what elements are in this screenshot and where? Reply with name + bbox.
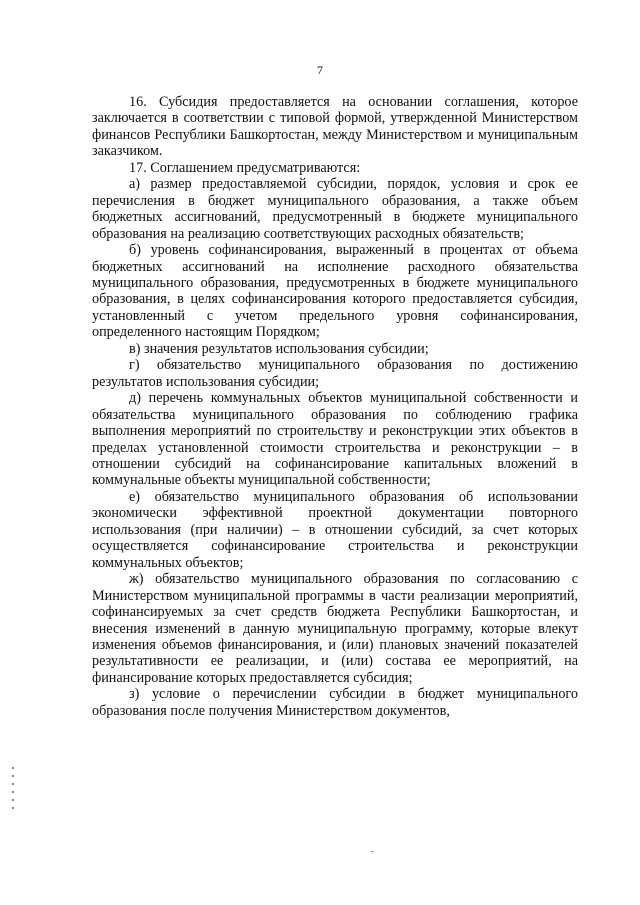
paragraph-item-zh: ж) обязательство муниципального образования по согласованию с Министерством муниципальной программы в части реализации мероприятий, софинансируемых за счет средств бюджета Республики Башкортостан, и внесения изменений в данную муниципальную программу, которые влекут изменения объемов финансирования, и (или) плановых значений показателей результативности ее реализации, и (или) состава ее мероприятий, на финансирование которых предоставляется субсидия; [92, 571, 578, 686]
paragraph-item-e: е) обязательство муниципального образования об использовании экономически эффективной проектной документации повторного использования (при наличии) – в отношении субсидий, за счет которых осуществляется софинансирование строительства и реконструкции коммунальных объектов; [92, 488, 578, 571]
paragraph-item-z: з) условие о перечислении субсидии в бюджет муниципального образования после получения Министерством документов, [92, 686, 578, 719]
paragraph-item-g: г) обязательство муниципального образования по достижению результатов использования субсидии; [92, 357, 578, 390]
margin-binding-marks [11, 767, 15, 817]
paragraph-item-a: а) размер предоставляемой субсидии, порядок, условия и срок ее перечисления в бюджет муниципального образования, а также объем бюджетных ассигнований, предусмотренный в бюджете муниципального образования на реализацию соответствующих расходных обязательств; [92, 176, 578, 242]
scan-speck [371, 851, 374, 852]
document-body [92, 94, 578, 719]
paragraph-item-b: б) уровень софинансирования, выраженный в процентах от объема бюджетных ассигнований на исполнение расходного обязательства муниципального образования, предусмотренных в бюджете муниципального образования, в целях софинансирования которого предоставляется субсидия, установленный с учетом предельного уровня софинансирования, определенного настоящим Порядком; [92, 242, 578, 341]
page-number: 7 [317, 63, 323, 77]
paragraph-17: 17. Соглашением предусматриваются: [129, 159, 361, 176]
paragraph-item-v: в) значения результатов использования субсидии; [129, 340, 429, 357]
paragraph-16: 16. Субсидия предоставляется на основании соглашения, которое заключается в соответствии с типовой формой, утвержденной Министерством финансов Республики Башкортостан, между Министерством и муниципальным заказчиком. [92, 94, 578, 160]
paragraph-item-d: д) перечень коммунальных объектов муниципальной собственности и обязательства муниципального образования по соблюдению графика выполнения мероприятий по строительству и реконструкции этих объектов в пределах установленной стоимости строительства и реконструкции – в отношении субсидий на софинансирование капитальных вложений в коммунальные объекты муниципальной собственности; [92, 390, 578, 489]
